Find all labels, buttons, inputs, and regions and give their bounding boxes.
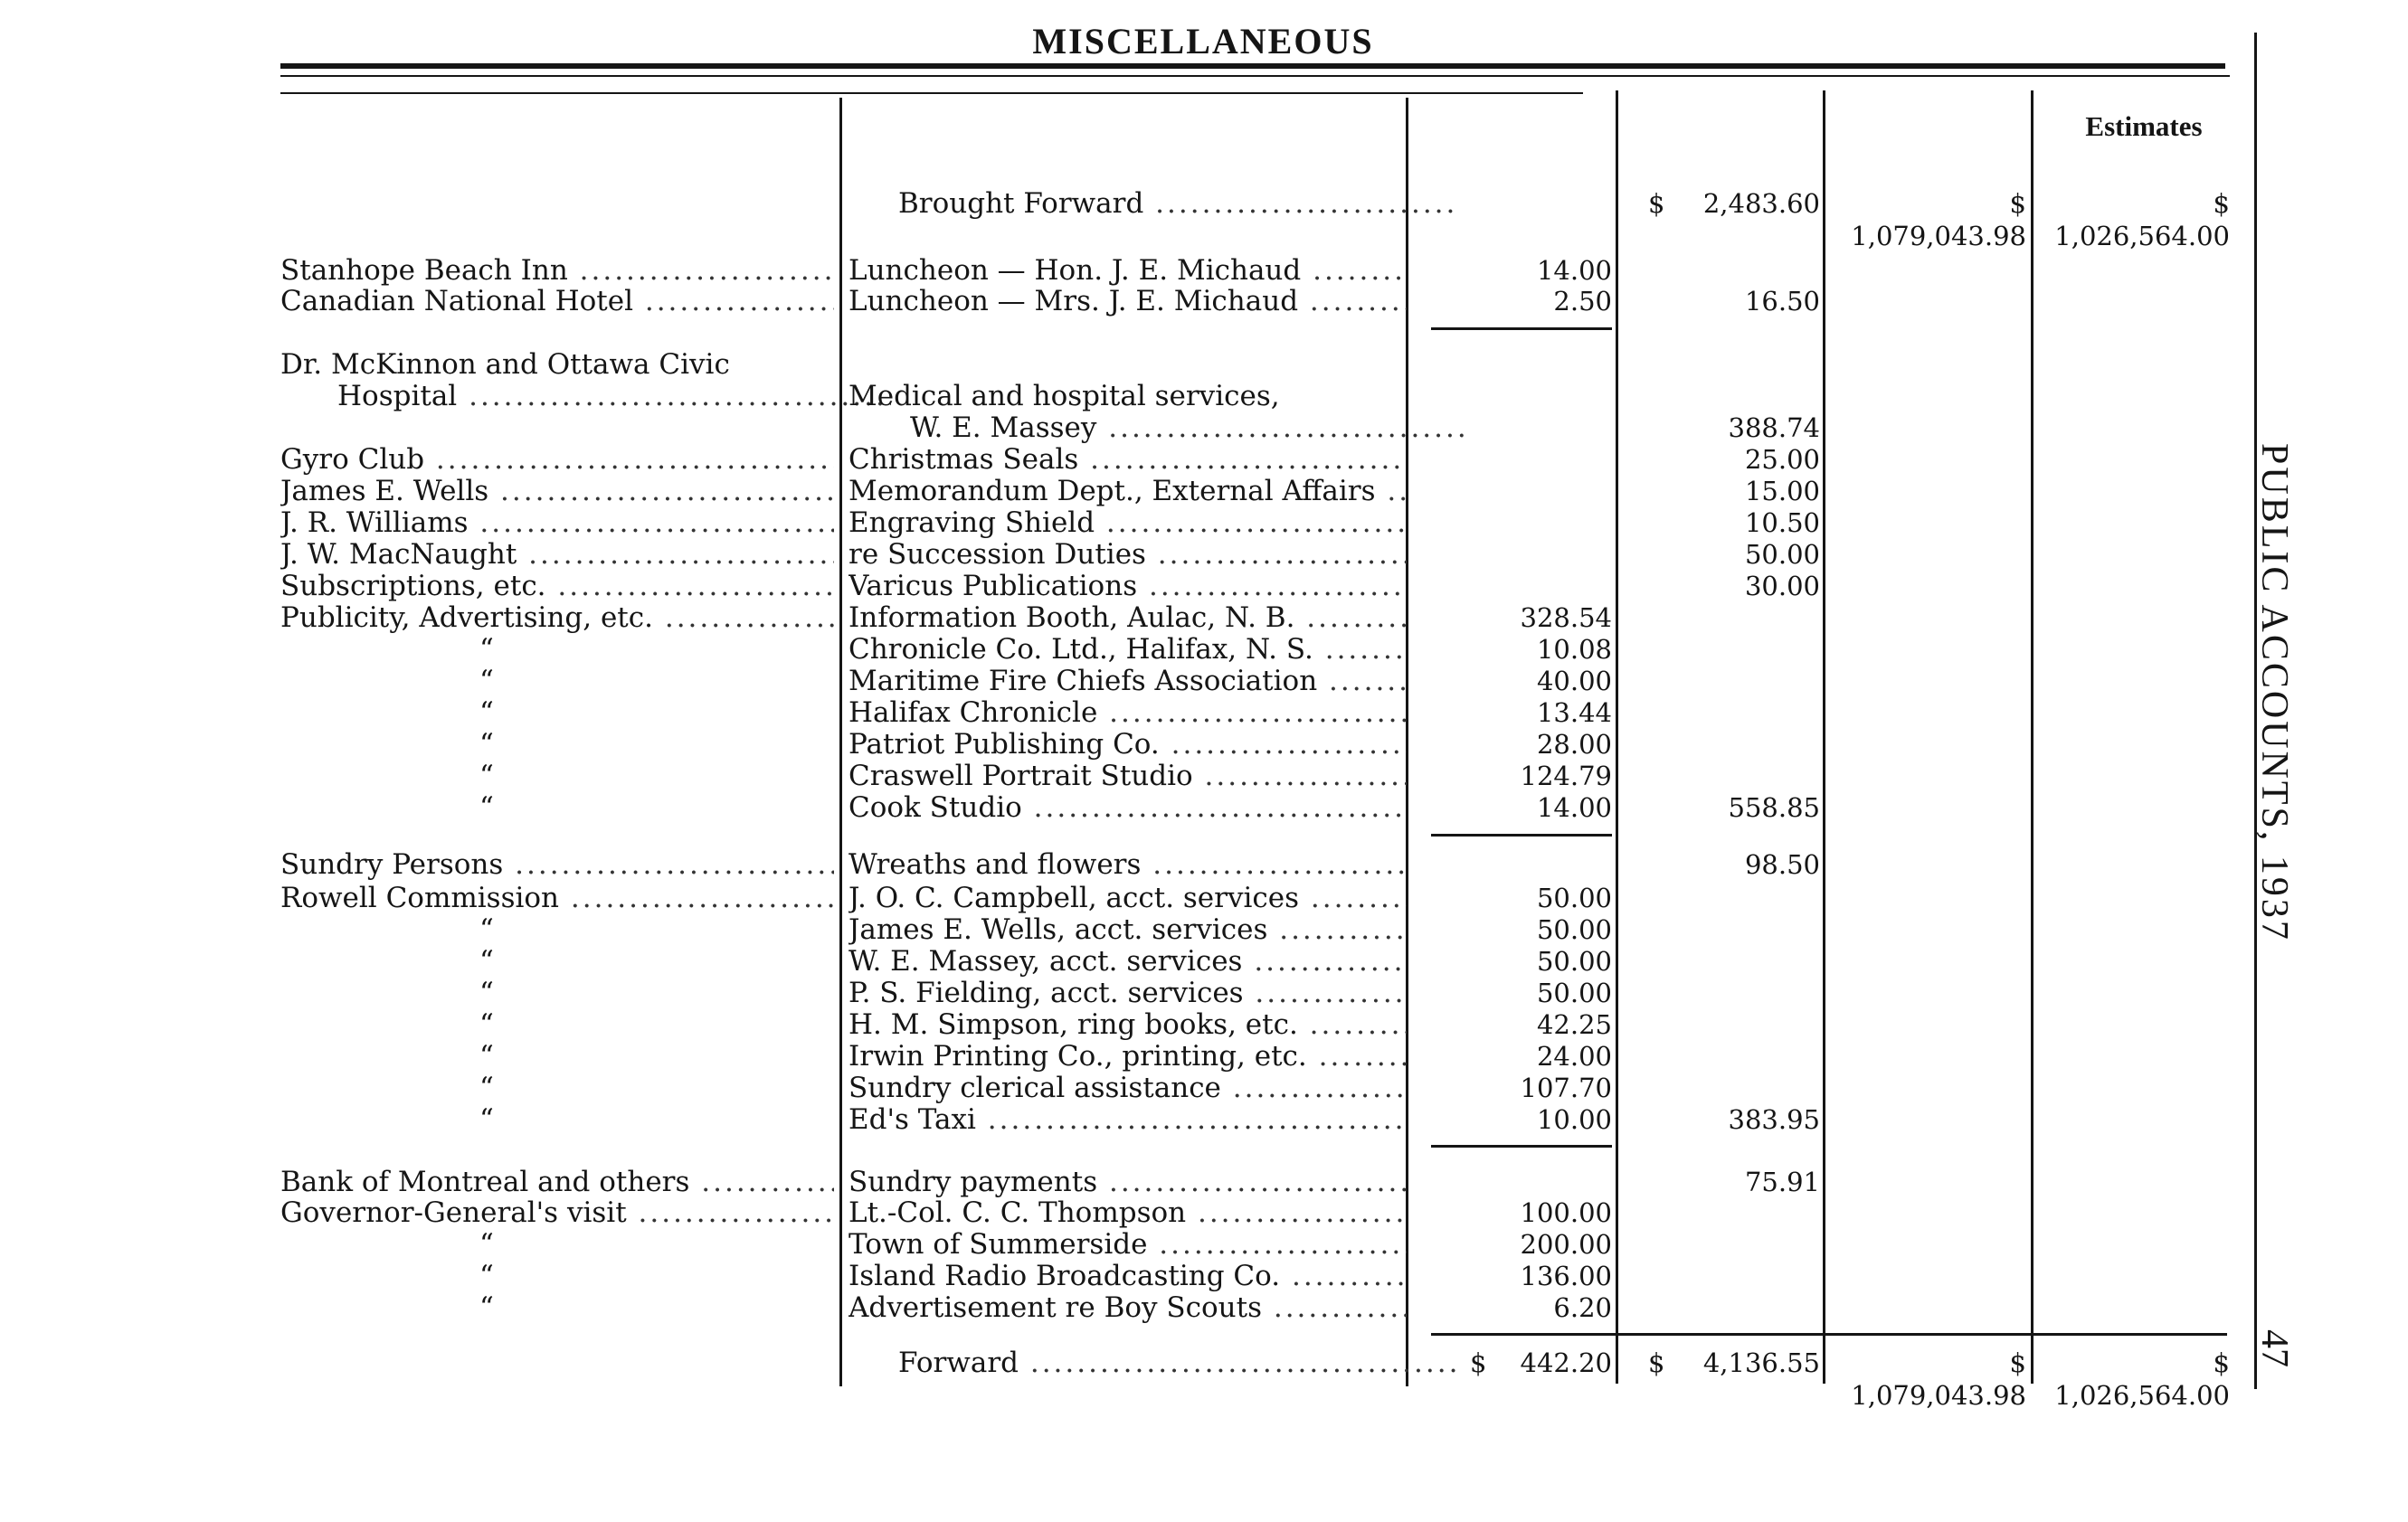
- amount-cell: 124.79: [1520, 761, 1612, 791]
- service-cell: Craswell Portrait Studio .....: [848, 760, 1407, 792]
- payee-cell: James E. Wells .....: [280, 475, 834, 507]
- table-row: [0, 1040, 2408, 1073]
- table-top-rule: [280, 92, 1583, 94]
- amount-cell: 10.00: [1536, 1104, 1612, 1135]
- table-row: [0, 728, 2408, 761]
- service-cell: Patriot Publishing Co. .....: [848, 728, 1407, 761]
- table-row: [0, 1008, 2408, 1041]
- service-cell: P. S. Fielding, acct. services .....: [848, 977, 1407, 1009]
- service-cell: Chronicle Co. Ltd., Halifax, N. S. .....: [848, 633, 1407, 666]
- service-cell: Luncheon — Mrs. J. E. Michaud .....: [848, 285, 1407, 317]
- service-cell: Sundry clerical assistance .....: [848, 1072, 1407, 1104]
- payee-cell: “: [479, 977, 494, 1009]
- subtotal-rule: [1431, 1145, 1612, 1148]
- amount-cell: 40.00: [1536, 666, 1612, 696]
- total-cell: 383.95: [1728, 1104, 1820, 1135]
- amount-cell: 100.00: [1520, 1197, 1612, 1228]
- total-cell: 50.00: [1744, 539, 1820, 570]
- amount-cell: 107.70: [1520, 1073, 1612, 1103]
- table-row: [0, 1166, 2408, 1198]
- brought-forward-subtotal: 2,483.60: [1702, 188, 1820, 219]
- table-row: [0, 633, 2408, 666]
- forward-expenditure: $ 1,079,043.98: [1851, 1347, 2026, 1411]
- forward-subtotal: 4,136.55: [1702, 1347, 1820, 1378]
- amount-cell: 14.00: [1536, 792, 1612, 823]
- service-cell: Maritime Fire Chiefs Association .....: [848, 665, 1407, 697]
- amount-cell: 50.00: [1536, 914, 1612, 945]
- amount-cell: 13.44: [1536, 697, 1612, 728]
- brought-forward-label: Brought Forward .....: [848, 187, 1456, 220]
- amount-cell: 6.20: [1553, 1292, 1612, 1323]
- service-cell: Ed's Taxi .....: [848, 1103, 1407, 1136]
- brought-forward-expenditure: $ 1,079,043.98: [1851, 188, 2026, 251]
- payee-cell: “: [479, 1260, 494, 1292]
- table-row: [0, 285, 2408, 317]
- payee-cell: Rowell Commission .....: [280, 882, 834, 914]
- table-row: [0, 1260, 2408, 1292]
- amount-cell: 42.25: [1536, 1009, 1612, 1040]
- amount-cell: 136.00: [1520, 1261, 1612, 1291]
- table-row: [0, 538, 2408, 571]
- total-cell: 25.00: [1744, 444, 1820, 475]
- total-cell: 388.74: [1728, 412, 1820, 443]
- table-row: [0, 945, 2408, 978]
- amount-cell: 50.00: [1536, 978, 1612, 1008]
- table-row: [0, 348, 2408, 381]
- page-number: 47: [2253, 1329, 2295, 1367]
- total-cell: 75.91: [1744, 1167, 1820, 1197]
- service-cell: Irwin Printing Co., printing, etc. .....: [848, 1040, 1407, 1073]
- amount-cell: 2.50: [1553, 286, 1612, 317]
- payee-cell: “: [479, 1072, 494, 1104]
- service-cell: Island Radio Broadcasting Co. .....: [848, 1260, 1407, 1292]
- service-cell: Engraving Shield .....: [848, 506, 1407, 539]
- payee-cell: “: [479, 791, 494, 824]
- service-cell: Sundry payments .....: [848, 1166, 1407, 1198]
- table-row: [0, 977, 2408, 1009]
- forward-amount: 442.20: [1520, 1347, 1612, 1378]
- currency-symbol: $: [1648, 188, 1665, 219]
- service-cell: W. E. Massey, acct. services .....: [848, 945, 1407, 978]
- total-cell: 30.00: [1744, 571, 1820, 601]
- service-cell: Medical and hospital services,: [848, 380, 1280, 412]
- subtotal-rule: [1431, 327, 1612, 330]
- payee-cell: Subscriptions, etc. .....: [280, 570, 834, 602]
- service-cell: James E. Wells, acct. services .....: [848, 913, 1407, 946]
- amount-cell: 328.54: [1520, 602, 1612, 633]
- service-cell: Town of Summerside .....: [848, 1228, 1407, 1261]
- total-cell: 16.50: [1744, 286, 1820, 317]
- table-row: [0, 913, 2408, 946]
- service-cell: Varicus Publications .....: [848, 570, 1407, 602]
- table-row: [0, 570, 2408, 602]
- payee-cell: Stanhope Beach Inn .....: [280, 254, 834, 287]
- amount-cell: 50.00: [1536, 883, 1612, 913]
- payee-cell: J. W. MacNaught .....: [280, 538, 834, 571]
- forward-rule: [1431, 1333, 2227, 1336]
- amount-cell: 200.00: [1520, 1229, 1612, 1260]
- payee-cell: “: [479, 760, 494, 792]
- brought-forward-estimates: $ 1,026,564.00: [2054, 188, 2230, 251]
- table-row: [0, 506, 2408, 539]
- forward-estimates: $ 1,026,564.00: [2054, 1347, 2230, 1411]
- payee-cell: Sundry Persons .....: [280, 848, 834, 881]
- estimates-header: Estimates: [2085, 110, 2203, 142]
- payee-cell: “: [479, 728, 494, 761]
- service-cell: J. O. C. Campbell, acct. services .....: [848, 882, 1407, 914]
- table-row: [0, 380, 2408, 412]
- payee-cell: “: [479, 945, 494, 978]
- service-cell: Wreaths and flowers .....: [848, 848, 1407, 881]
- payee-cell: “: [479, 1103, 494, 1136]
- amount-cell: 50.00: [1536, 946, 1612, 977]
- total-cell: 558.85: [1728, 792, 1820, 823]
- service-cell: Information Booth, Aulac, N. B. .....: [848, 601, 1407, 634]
- service-cell: re Succession Duties .....: [848, 538, 1407, 571]
- table-row: [0, 254, 2408, 287]
- payee-cell: Dr. McKinnon and Ottawa Civic: [280, 348, 730, 381]
- total-cell: 15.00: [1744, 476, 1820, 506]
- table-row: [0, 696, 2408, 729]
- subtotal-rule: [1431, 834, 1612, 837]
- table-row: [0, 443, 2408, 476]
- table-row: [0, 665, 2408, 697]
- table-row: [0, 1103, 2408, 1136]
- service-cell: W. E. Massey .....: [848, 411, 1468, 444]
- payee-cell: “: [479, 1228, 494, 1261]
- table-row: [0, 791, 2408, 824]
- total-cell: 98.50: [1744, 849, 1820, 880]
- payee-cell: “: [479, 1040, 494, 1073]
- payee-cell: Bank of Montreal and others .....: [280, 1166, 834, 1198]
- payee-cell: Canadian National Hotel .....: [280, 285, 834, 317]
- table-row: [0, 1291, 2408, 1324]
- service-cell: H. M. Simpson, ring books, etc. .....: [848, 1008, 1407, 1041]
- currency-symbol: $: [1648, 1347, 1665, 1378]
- table-row: [0, 1196, 2408, 1229]
- payee-cell: “: [479, 913, 494, 946]
- payee-cell: J. R. Williams .....: [280, 506, 834, 539]
- table-row: [0, 601, 2408, 634]
- amount-cell: 10.08: [1536, 634, 1612, 665]
- service-cell: Christmas Seals .....: [848, 443, 1407, 476]
- service-cell: Memorandum Dept., External Affairs .....: [848, 475, 1407, 507]
- table-row: [0, 475, 2408, 507]
- table-row: [0, 1228, 2408, 1261]
- total-cell: 10.50: [1744, 507, 1820, 538]
- page-title: MISCELLANEOUS: [1032, 21, 1374, 61]
- side-title: PUBLIC ACCOUNTS, 1937: [2253, 443, 2295, 942]
- service-cell: Advertisement re Boy Scouts .....: [848, 1291, 1407, 1324]
- payee-cell: “: [479, 665, 494, 697]
- brought-forward-row: [0, 187, 2408, 251]
- amount-cell: 24.00: [1536, 1041, 1612, 1072]
- forward-label: Forward .....: [848, 1347, 1456, 1379]
- service-cell: Cook Studio .....: [848, 791, 1407, 824]
- payee-cell: “: [479, 633, 494, 666]
- amount-cell: 28.00: [1536, 729, 1612, 760]
- table-row: [0, 848, 2408, 881]
- amount-cell: 14.00: [1536, 255, 1612, 286]
- table-row: [0, 1072, 2408, 1104]
- table-row: [0, 760, 2408, 792]
- forward-row: [0, 1347, 2408, 1411]
- payee-cell: “: [479, 1291, 494, 1324]
- header-rule-thin: [280, 75, 2230, 77]
- payee-cell: Publicity, Advertising, etc. .....: [280, 601, 834, 634]
- payee-cell: Governor-General's visit .....: [280, 1196, 834, 1229]
- header-rule-thick: [280, 63, 2225, 69]
- currency-symbol: $: [1470, 1347, 1487, 1378]
- service-cell: Luncheon — Hon. J. E. Michaud .....: [848, 254, 1407, 287]
- service-cell: Halifax Chronicle .....: [848, 696, 1407, 729]
- table-row: [0, 882, 2408, 914]
- payee-cell: Gyro Club .....: [280, 443, 834, 476]
- payee-cell: “: [479, 696, 494, 729]
- service-cell: Lt.-Col. C. C. Thompson .....: [848, 1196, 1407, 1229]
- payee-cell: “: [479, 1008, 494, 1041]
- payee-cell: Hospital .....: [280, 380, 891, 412]
- table-row: [0, 411, 2408, 444]
